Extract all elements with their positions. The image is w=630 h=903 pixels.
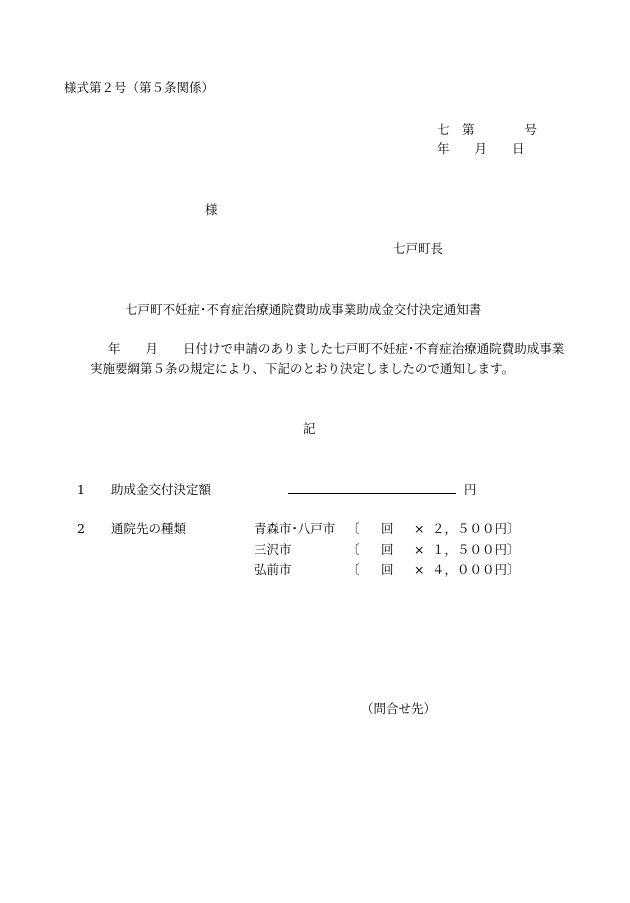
- clinic-row-times: ×: [414, 562, 425, 577]
- clinic-row-kai: 回: [381, 521, 394, 536]
- amount-blank-line: [288, 483, 456, 494]
- clinic-row-open: 〔: [347, 521, 360, 536]
- amount-field: [288, 482, 477, 498]
- body-line-2: 実施要綱第５条の規定により、下記のとおり決定しましたので通知します。: [90, 361, 515, 376]
- ki-heading: 記: [303, 421, 316, 436]
- clinic-row-place: 弘前市: [254, 562, 292, 577]
- clinic-row-open: 〔: [347, 562, 360, 577]
- issue-date: 年 月 日: [437, 141, 525, 156]
- clinic-row-kai: 回: [381, 562, 394, 577]
- clinic-row-times: ×: [414, 542, 425, 557]
- clinic-row-amount: ４，０００円〕: [432, 562, 520, 577]
- clinic-row-kai: 回: [381, 542, 394, 557]
- document-title: 七戸町不妊症･不育症治療通院費助成事業助成金交付決定通知書: [125, 302, 482, 317]
- clinic-row-place: 三沢市: [254, 542, 292, 557]
- item1-label: 助成金交付決定額: [111, 482, 212, 497]
- form-id: 様式第２号（第５条関係）: [64, 80, 215, 95]
- item2-label: 通院先の種類: [111, 521, 187, 536]
- document-number: 七 第 号: [437, 122, 538, 137]
- item2-number: 2: [77, 521, 85, 536]
- clinic-row-times: ×: [414, 521, 425, 536]
- clinic-row-amount: ２，５００円〕: [432, 521, 520, 536]
- yen-unit: 円: [464, 482, 477, 497]
- issuer: 七戸町長: [393, 241, 444, 256]
- clinic-row-place: 青森市･八戸市: [254, 521, 336, 536]
- inquiry-label: （問合せ先）: [361, 701, 437, 716]
- clinic-row-open: 〔: [347, 542, 360, 557]
- clinic-row-amount: １，５００円〕: [432, 542, 520, 557]
- item1-number: 1: [77, 482, 85, 497]
- recipient-suffix: 様: [205, 202, 218, 217]
- body-line-1: 年 月 日付けで申請のありました七戸町不妊症･不育症治療通院費助成事業: [108, 341, 565, 356]
